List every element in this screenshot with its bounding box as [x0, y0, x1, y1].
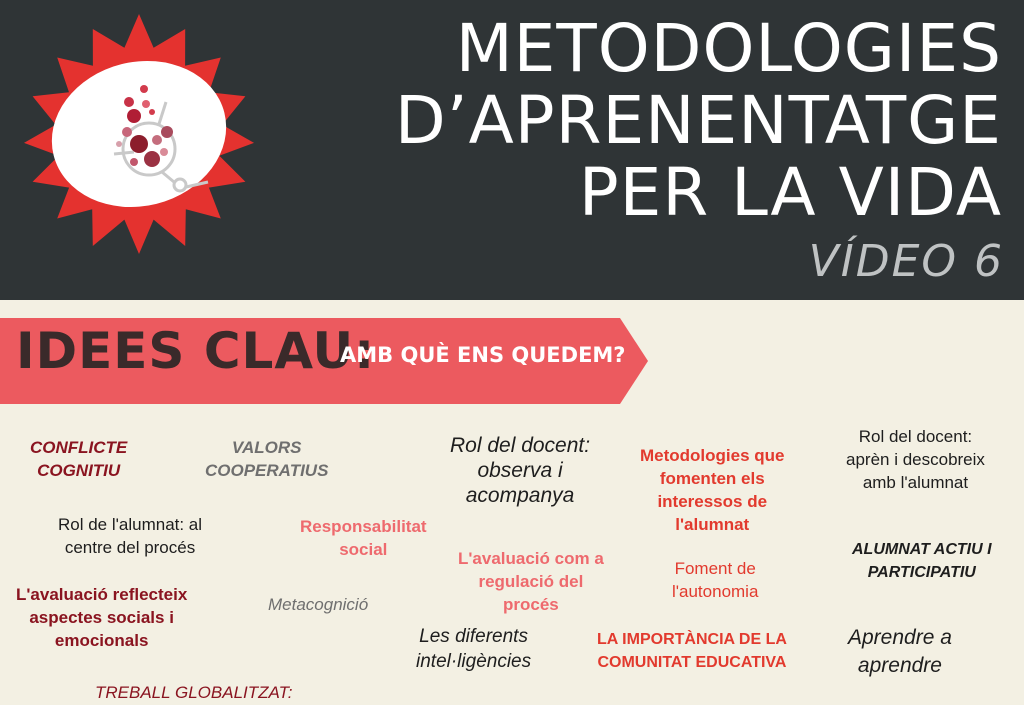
idea-aprendre-a-aprendre: Aprendre a aprendre	[848, 626, 952, 677]
idea-treball-globalitzat: TREBALL GLOBALITZAT:	[95, 683, 293, 702]
title-line-2: D’APRENENTATGE	[394, 82, 1002, 159]
idea-conflicte-cognitiu: CONFLICTE COGNITIU	[30, 438, 128, 480]
header	[0, 0, 1024, 300]
title-line-1: METODOLOGIES	[455, 10, 1002, 87]
idea-metacognicio: Metacognició	[268, 595, 369, 614]
title-line-3: PER LA VIDA	[578, 154, 1002, 231]
idea-comunitat-educativa: LA IMPORTÀNCIA DE LA COMUNITAT EDUCATIVA	[597, 631, 787, 671]
idea-rol-docent-apren: Rol del docent: aprèn i descobreix amb l'alumnat	[846, 427, 985, 492]
idea-diferents-intelligencies: Les diferents intel·ligències	[416, 626, 532, 672]
idea-rol-docent-observa: Rol del docent: observa i acompanya	[450, 434, 591, 507]
idea-avaluacio-regulacio: L'avaluació com a regulació del procés	[458, 549, 604, 614]
idea-foment-autonomia: Foment de l'autonomia	[672, 559, 759, 601]
logo-icon	[24, 14, 254, 254]
idea-valors-cooperatius: VALORS COOPERATIUS	[205, 438, 329, 480]
idea-rol-alumnat: Rol de l'alumnat: al centre del procés	[58, 515, 203, 557]
banner-title: IDEES CLAU:	[16, 322, 376, 380]
idea-responsabilitat-social: Responsabilitat social	[300, 517, 427, 559]
idea-alumnat-actiu: ALUMNAT ACTIU I PARTICIPATIU	[852, 541, 992, 581]
idea-metodologies-interessos: Metodologies que fomenten els interessos de l'alumnat	[640, 446, 785, 534]
idea-avaluacio-reflecteix: L'avaluació reflecteix aspectes socials i emocionals	[16, 585, 188, 650]
banner-subtitle: AMB QUÈ ENS QUEDEM?	[340, 343, 626, 367]
video-label: VÍDEO 6	[808, 236, 1004, 287]
